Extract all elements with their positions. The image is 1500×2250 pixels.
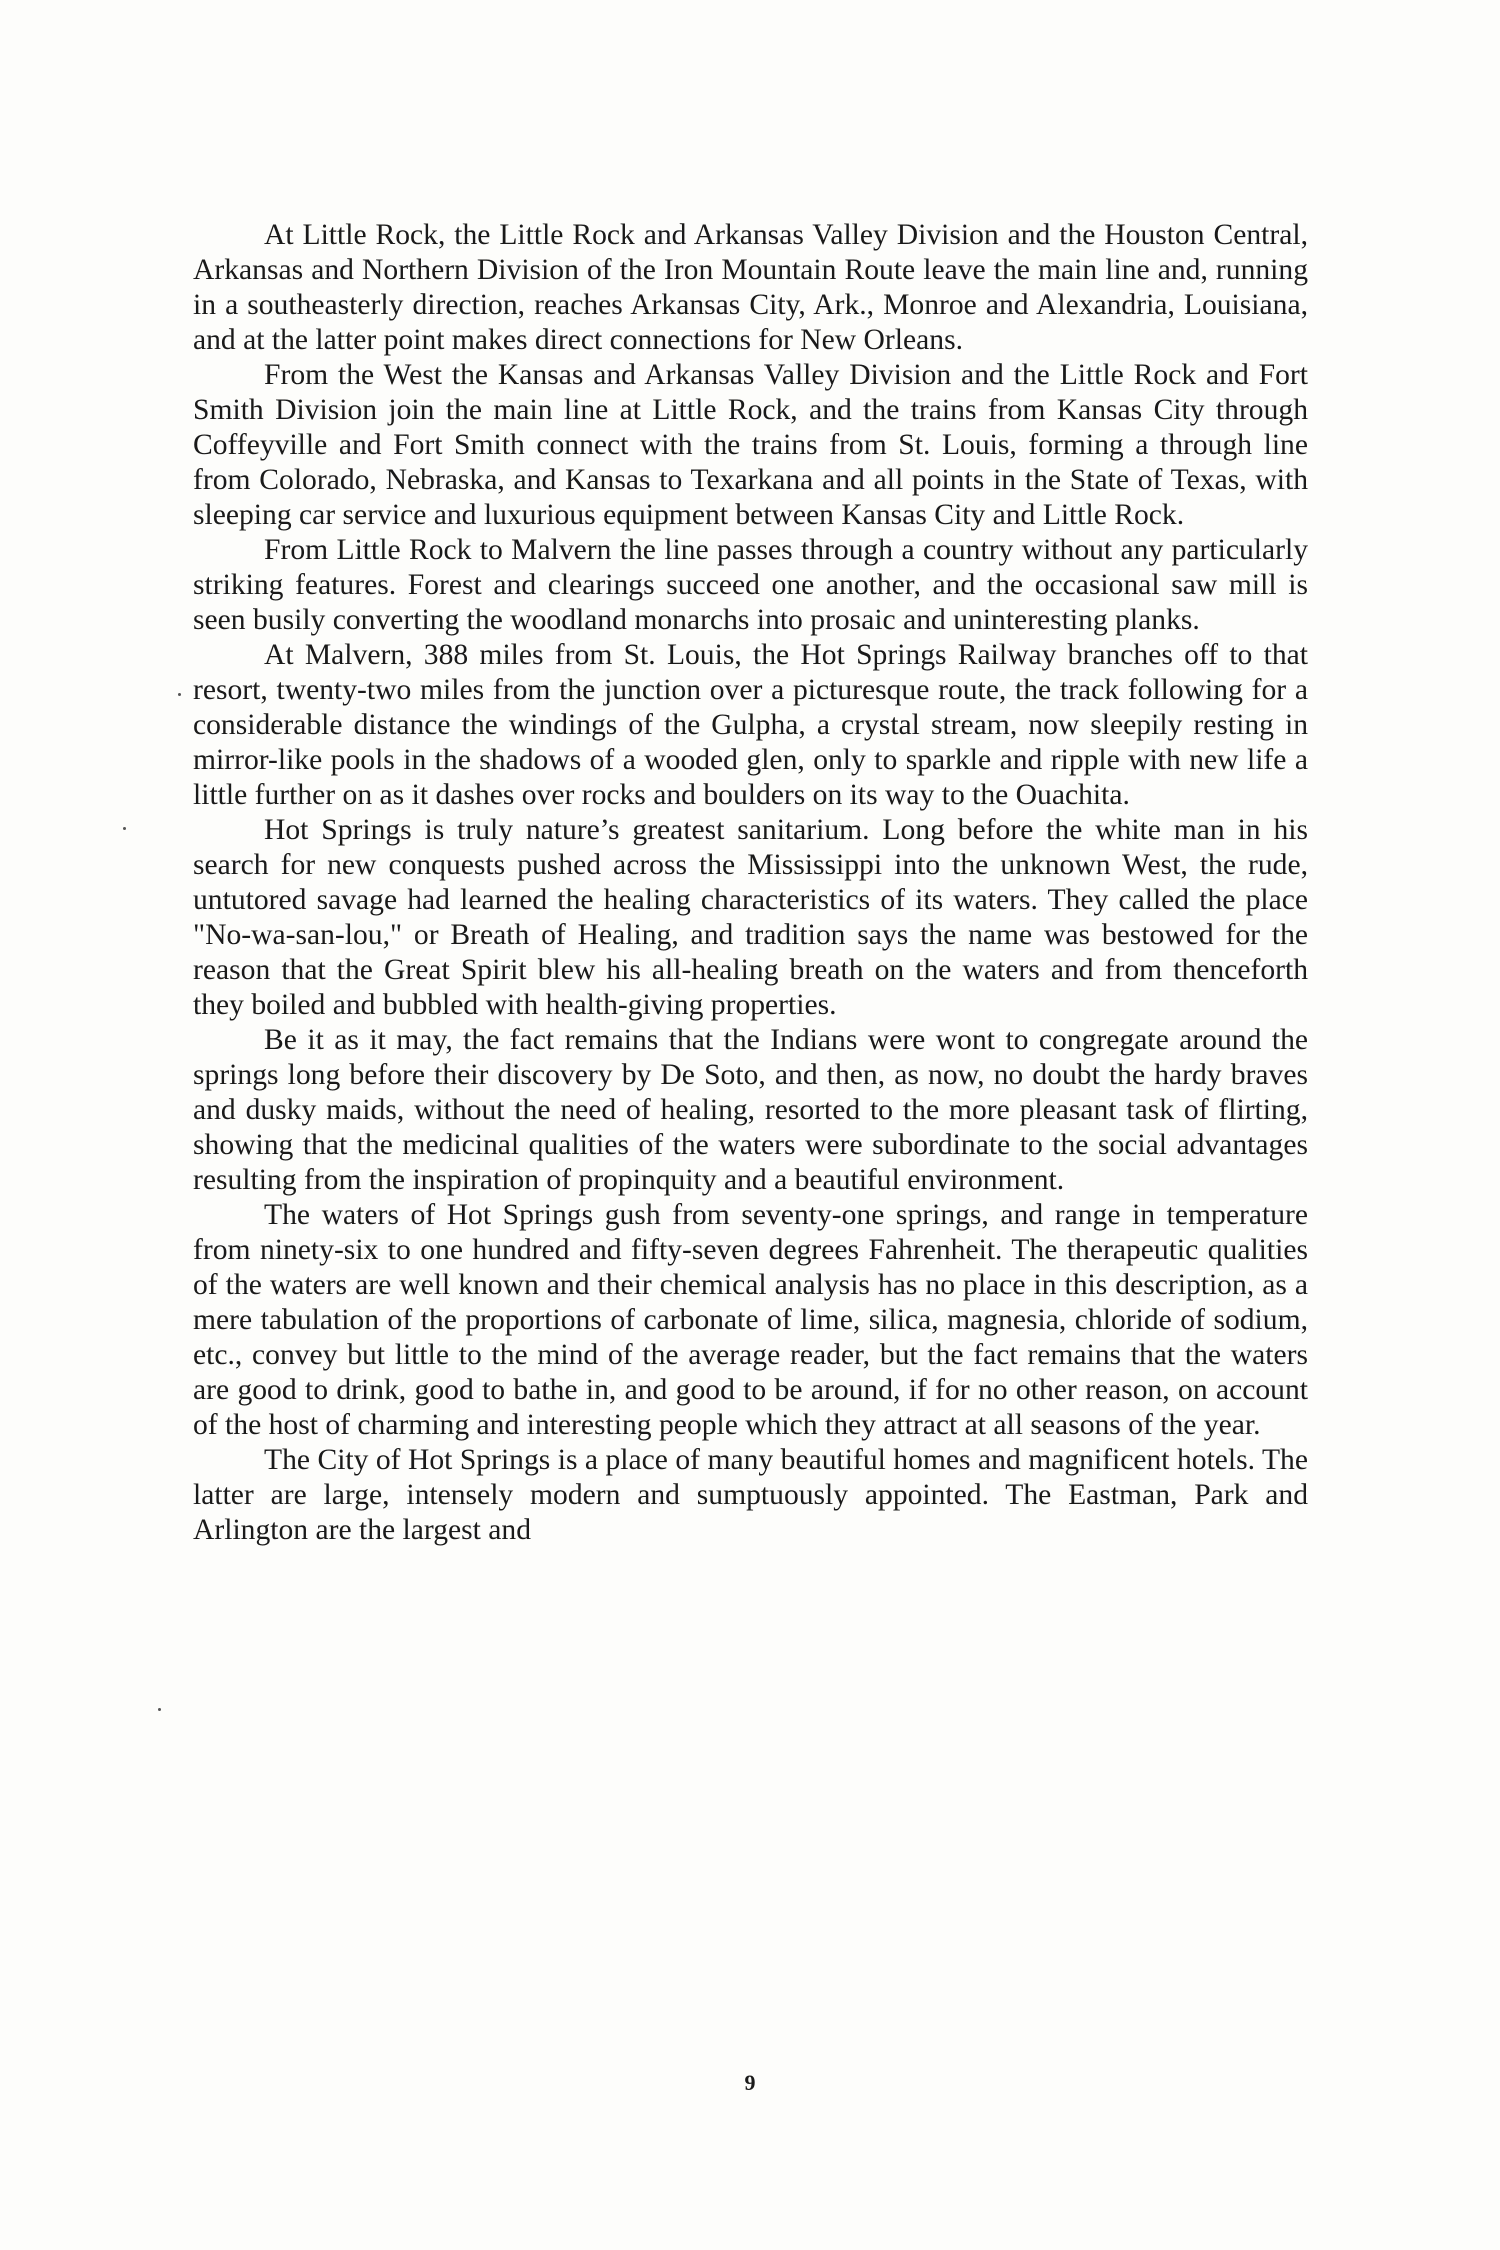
paragraph-5: Hot Springs is truly nature’s greatest sanitarium. Long before the white man in his search for new conquests pushed across the Mississippi into the unknown West, the rude, untutored savage had learned the healing characteristics of its waters. They called the place "No-wa-san-lou," or Breath of Healing, and tradition says the name was bestowed for the reason that the Great Spirit blew his all-healing breath on the waters and from thenceforth they boiled and bubbled with health-giving properties.	[193, 814, 1308, 1021]
paragraph-7: The waters of Hot Springs gush from seventy-one springs, and range in temperature from ninety-six to one hundred and fifty-seven degrees Fahrenheit. The therapeutic qualities of the waters are well known and their chemical analysis has no place in this description, as a mere tabulation of the proportions of carbonate of lime, silica, magnesia, chloride of sodium, etc., convey but little to the mind of the average reader, but the fact remains that the waters are good to drink, good to bathe in, and good to be around, if for no other reason, on account of the host of charming and interesting people which they attract at all seasons of the year.	[193, 1199, 1308, 1441]
page-number: 9	[744, 2070, 756, 2095]
paragraph-8: The City of Hot Springs is a place of many beautiful homes and magnificent hotels. The latter are large, intensely modern and sumptuously appointed. The Eastman, Park and Arlington are the largest and	[193, 1444, 1308, 1546]
print-speck	[123, 827, 126, 830]
print-speck	[158, 1708, 161, 1711]
paragraph-6: Be it as it may, the fact remains that the Indians were wont to congregate around the springs long before their discovery by De Soto, and then, as now, no doubt the hardy braves and dusky maids, without the need of healing, resorted to the more pleasant task of flirting, showing that the medicinal qualities of the waters were subordinate to the social advantages resulting from the inspiration of propinquity and a beautiful environment.	[193, 1024, 1308, 1196]
body-text	[193, 218, 1308, 1548]
paragraph-2: From the West the Kansas and Arkansas Valley Division and the Little Rock and Fort Smith Division join the main line at Little Rock, and the trains from Kansas City through Coffeyville and Fort Smith connect with the trains from St. Louis, forming a through line from Colorado, Nebraska, and Kansas to Texarkana and all points in the State of Texas, with sleeping car service and luxurious equipment between Kansas City and Little Rock.	[193, 359, 1308, 531]
paragraph-1: At Little Rock, the Little Rock and Arkansas Valley Division and the Houston Central, Arkansas and Northern Division of the Iron Mountain Route leave the main line and, running in a southeasterly direction, reaches Arkansas City, Ark., Monroe and Alexandria, Louisiana, and at the latter point makes direct connections for New Orleans.	[193, 219, 1308, 356]
paragraph-3: From Little Rock to Malvern the line passes through a country without any particularly striking features. Forest and clearings succeed one another, and the occasional saw mill is seen busily converting the woodland monarchs into prosaic and uninteresting planks.	[193, 534, 1308, 636]
paragraph-4: At Malvern, 388 miles from St. Louis, the Hot Springs Railway branches off to that resort, twenty-two miles from the junction over a picturesque route, the track following for a considerable distance the windings of the Gulpha, a crystal stream, now sleepily resting in mirror-like pools in the shadows of a wooded glen, only to sparkle and ripple with new life a little further on as it dashes over rocks and boulders on its way to the Ouachita.	[193, 639, 1308, 811]
print-speck	[178, 693, 181, 696]
